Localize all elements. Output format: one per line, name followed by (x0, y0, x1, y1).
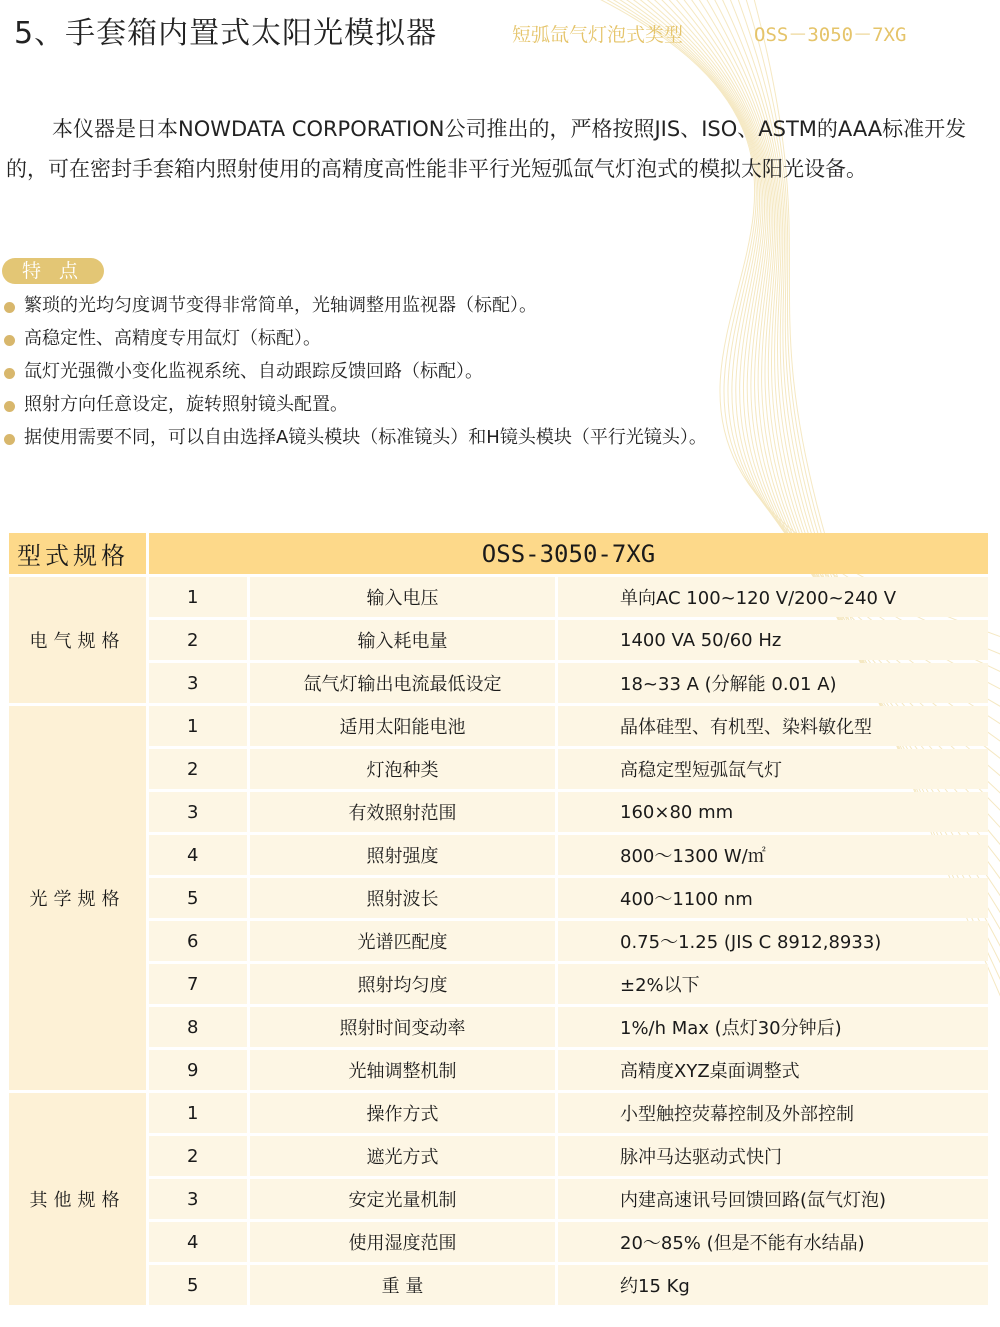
spec-row-number: 9 (149, 1050, 247, 1090)
spec-item-value: 脉冲马达驱动式快门 (558, 1136, 988, 1176)
page-title: 5、手套箱内置式太阳光模拟器 (14, 16, 438, 51)
spec-item-value: 单向AC 100~120 V/200~240 V (558, 577, 988, 617)
spec-row (9, 835, 988, 875)
spec-row (9, 620, 988, 660)
spec-item-value: 18~33 A (分解能 0.01 A) (558, 663, 988, 703)
spec-row-number: 5 (149, 1265, 247, 1305)
feature-text: 高稳定性、高精度专用氙灯（标配）。 (24, 328, 321, 349)
spec-row-number: 7 (149, 964, 247, 1004)
spec-item-name: 输入电压 (250, 577, 555, 617)
spec-item-name: 照射均匀度 (250, 964, 555, 1004)
spec-row (9, 1050, 988, 1090)
spec-row-number: 1 (149, 706, 247, 746)
spec-item-value: 1400 VA 50/60 Hz (558, 620, 988, 660)
spec-item-value: 小型触控荧幕控制及外部控制 (558, 1093, 988, 1133)
spec-table (6, 530, 991, 1308)
product-model-code: OSS－3050－7XG (754, 24, 907, 46)
spec-group-name: 其他规格 (9, 1093, 146, 1305)
feature-text: 据使用需要不同，可以自由选择A镜头模块（标准镜头）和H镜头模块（平行光镜头）。 (24, 427, 707, 448)
feature-text: 照射方向任意设定，旋转照射镜头配置。 (24, 394, 348, 415)
feature-text: 氙灯光强微小变化监视系统、自动跟踪反馈回路（标配）。 (24, 361, 483, 382)
feature-item (4, 290, 964, 323)
spec-item-name: 照射时间变动率 (250, 1007, 555, 1047)
spec-item-value: 20～85% (但是不能有水结晶) (558, 1222, 988, 1262)
spec-row-number: 4 (149, 835, 247, 875)
bullet-dot-icon (4, 368, 15, 379)
spec-item-name: 氙气灯输出电流最低设定 (250, 663, 555, 703)
spec-row (9, 1222, 988, 1262)
spec-item-value: 约15 Kg (558, 1265, 988, 1305)
spec-row-number: 2 (149, 620, 247, 660)
product-type-subtitle: 短弧氙气灯泡式类型 (512, 24, 684, 46)
intro-paragraph: 本仪器是日本NOWDATA CORPORATION公司推出的，严格按照JIS、ISO、ASTM的AAA标准开发的，可在密封手套箱内照射使用的高精度高性能非平行光短弧氙气灯泡式的模拟太阳光设备。 (6, 117, 967, 181)
spec-header-row (9, 533, 988, 574)
spec-item-name: 灯泡种类 (250, 749, 555, 789)
spec-row-number: 6 (149, 921, 247, 961)
spec-item-value: 0.75～1.25 (JIS C 8912,8933) (558, 921, 988, 961)
spec-item-name: 重 量 (250, 1265, 555, 1305)
spec-item-value: 高稳定型短弧氙气灯 (558, 749, 988, 789)
spec-item-name: 输入耗电量 (250, 620, 555, 660)
spec-row (9, 749, 988, 789)
spec-row-number: 2 (149, 749, 247, 789)
spec-row-number: 1 (149, 1093, 247, 1133)
features-badge: 特 点 (2, 258, 104, 284)
spec-item-name: 安定光量机制 (250, 1179, 555, 1219)
features-list (4, 290, 964, 455)
bullet-dot-icon (4, 434, 15, 445)
feature-item (4, 356, 964, 389)
spec-row (9, 1179, 988, 1219)
spec-item-value: 160×80 mm (558, 792, 988, 832)
spec-row (9, 1265, 988, 1305)
spec-row-number: 3 (149, 663, 247, 703)
spec-group-name: 电气规格 (9, 577, 146, 703)
feature-item (4, 389, 964, 422)
spec-row (9, 663, 988, 703)
spec-group-name: 光学规格 (9, 706, 146, 1090)
spec-header-model: OSS-3050-7XG (149, 533, 988, 574)
spec-row (9, 921, 988, 961)
spec-item-value: ±2%以下 (558, 964, 988, 1004)
feature-text: 繁琐的光均匀度调节变得非常简单，光轴调整用监视器（标配）。 (24, 295, 537, 316)
spec-item-value: 内建高速讯号回馈回路(氙气灯泡) (558, 1179, 988, 1219)
spec-row-number: 5 (149, 878, 247, 918)
spec-item-name: 遮光方式 (250, 1136, 555, 1176)
spec-row (9, 1136, 988, 1176)
bullet-dot-icon (4, 401, 15, 412)
spec-item-name: 操作方式 (250, 1093, 555, 1133)
spec-item-name: 照射强度 (250, 835, 555, 875)
spec-row-number: 8 (149, 1007, 247, 1047)
spec-item-value: 晶体硅型、有机型、染料敏化型 (558, 706, 988, 746)
spec-row (9, 706, 988, 746)
bullet-dot-icon (4, 335, 15, 346)
spec-item-name: 光轴调整机制 (250, 1050, 555, 1090)
spec-row (9, 577, 988, 617)
spec-item-name: 照射波长 (250, 878, 555, 918)
spec-header-label: 型式规格 (9, 533, 146, 574)
spec-item-value: 1%/h Max (点灯30分钟后) (558, 1007, 988, 1047)
spec-row (9, 878, 988, 918)
spec-item-value: 400～1100 nm (558, 878, 988, 918)
spec-row (9, 792, 988, 832)
spec-item-name: 适用太阳能电池 (250, 706, 555, 746)
spec-item-value: 800～1300 W/㎡ (558, 835, 988, 875)
spec-item-value: 高精度XYZ桌面调整式 (558, 1050, 988, 1090)
spec-row-number: 2 (149, 1136, 247, 1176)
spec-row-number: 1 (149, 577, 247, 617)
spec-item-name: 使用湿度范围 (250, 1222, 555, 1262)
feature-item (4, 323, 964, 356)
spec-row-number: 4 (149, 1222, 247, 1262)
spec-row-number: 3 (149, 792, 247, 832)
spec-row (9, 1007, 988, 1047)
feature-item (4, 422, 964, 455)
spec-item-name: 有效照射范围 (250, 792, 555, 832)
page-header (14, 8, 994, 52)
spec-row-number: 3 (149, 1179, 247, 1219)
spec-item-name: 光谱匹配度 (250, 921, 555, 961)
spec-row (9, 964, 988, 1004)
spec-row (9, 1093, 988, 1133)
bullet-dot-icon (4, 302, 15, 313)
